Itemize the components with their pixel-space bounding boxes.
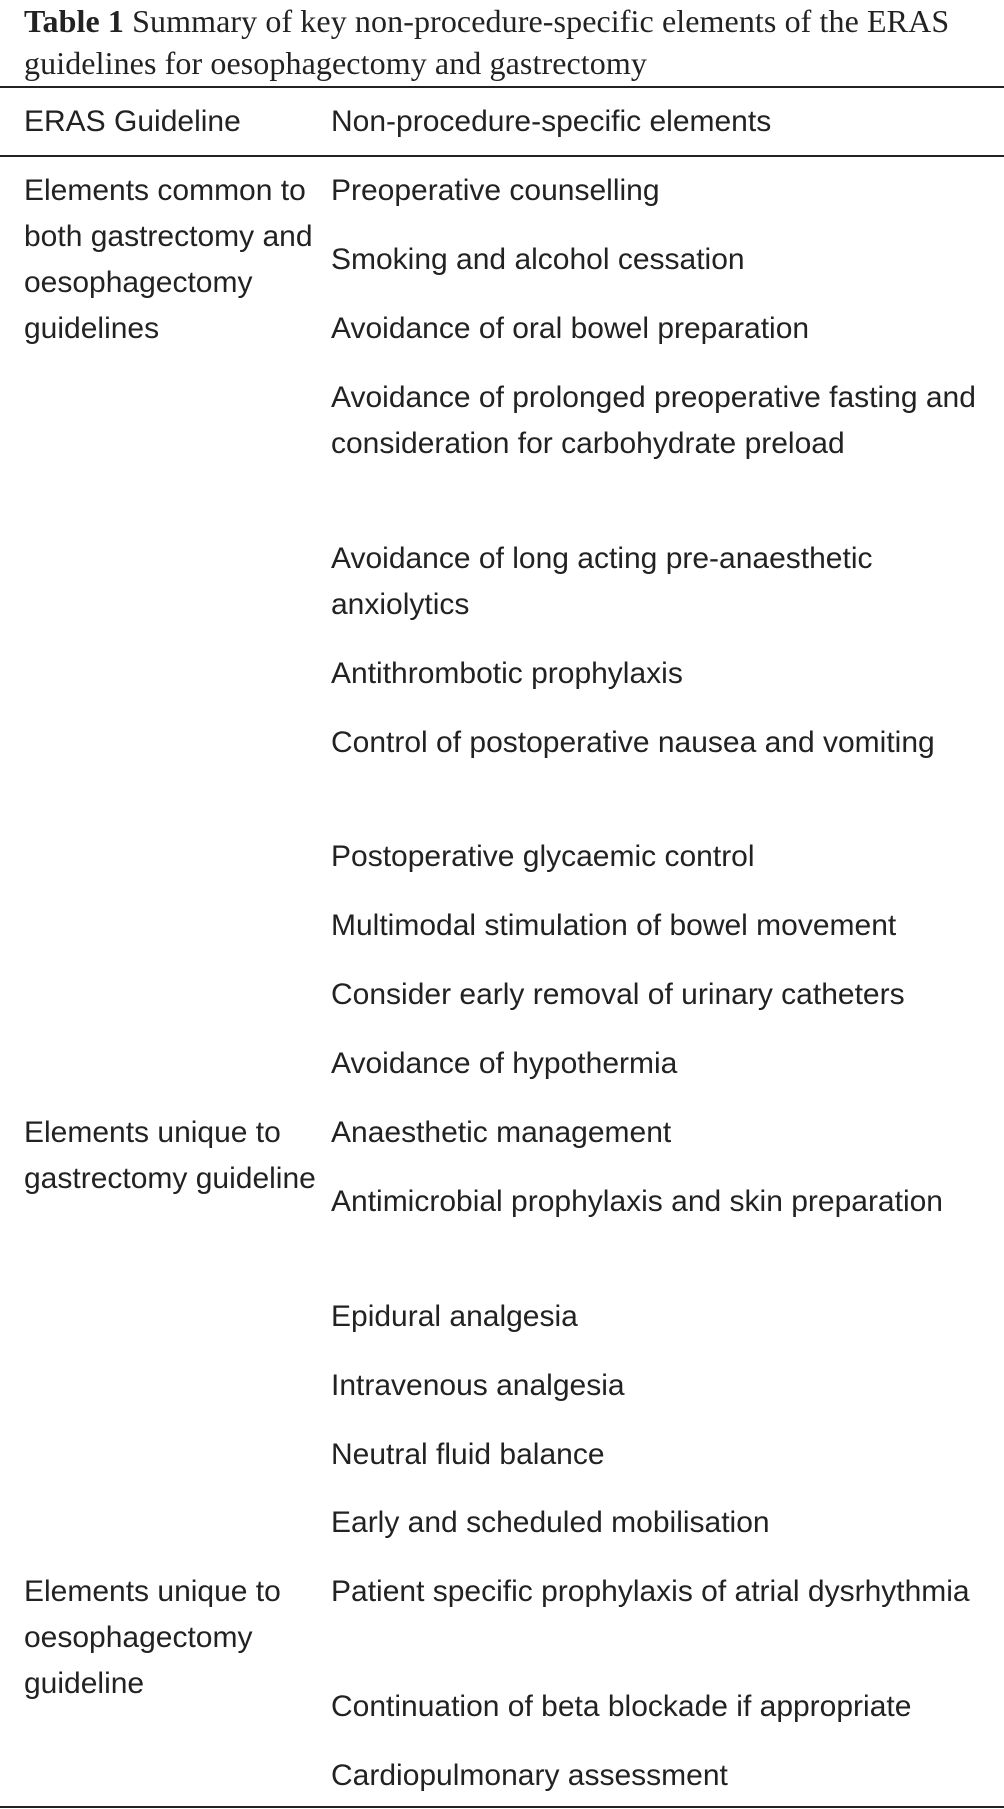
table-top-rule [0, 86, 1004, 88]
table-row: Control of postoperative nausea and vomiting [331, 726, 935, 759]
table-header-rule [0, 155, 1004, 157]
table-row: Avoidance of oral bowel preparation [331, 312, 810, 345]
table-row: Continuation of beta blockade if appropriate [331, 1690, 912, 1723]
table-row: Patient specific prophylaxis of atrial dysrhythmia [331, 1575, 970, 1608]
table-caption [24, 0, 984, 84]
table-row: Neutral fluid balance [331, 1438, 605, 1471]
table-row: Consider early removal of urinary catheters [331, 978, 905, 1011]
table-bottom-rule [0, 1806, 1004, 1808]
table-caption-label: Table 1 [24, 3, 124, 39]
table-row: Cardiopulmonary assessment [331, 1759, 728, 1792]
table-row: Smoking and alcohol cessation [331, 243, 745, 276]
table-row: Intravenous analgesia [331, 1369, 625, 1402]
table-caption-text: Summary of key non-procedure-specific elements of the ERAS guidelines for oesophagectomy and gastrectomy [24, 3, 950, 81]
header-elements: Non-procedure-specific elements [331, 105, 772, 138]
table-row: Anaesthetic management [331, 1116, 672, 1149]
table-row: Avoidance of hypothermia [331, 1047, 678, 1080]
table-row: Epidural analgesia [331, 1300, 578, 1333]
table-row: Multimodal stimulation of bowel movement [331, 909, 897, 942]
table-row: Antithrombotic prophylaxis [331, 657, 683, 690]
header-eras-guideline: ERAS Guideline [24, 105, 241, 138]
table-row: Early and scheduled mobilisation [331, 1506, 770, 1539]
guideline-gastrectomy: Elements unique to gastrectomy guideline [24, 1116, 316, 1195]
guideline-oesophagectomy: Elements unique to oesophagectomy guideline [24, 1575, 281, 1700]
table-row: Postoperative glycaemic control [331, 840, 755, 873]
table-row: Antimicrobial prophylaxis and skin preparation [331, 1185, 943, 1218]
table-row: Avoidance of long acting pre-anaesthetic anxiolytics [331, 542, 873, 621]
guideline-common: Elements common to both gastrectomy and oesophagectomy guidelines [24, 174, 313, 345]
table-row: Avoidance of prolonged preoperative fasting and consideration for carbohydrate preload [331, 381, 976, 460]
table-row: Preoperative counselling [331, 174, 660, 207]
